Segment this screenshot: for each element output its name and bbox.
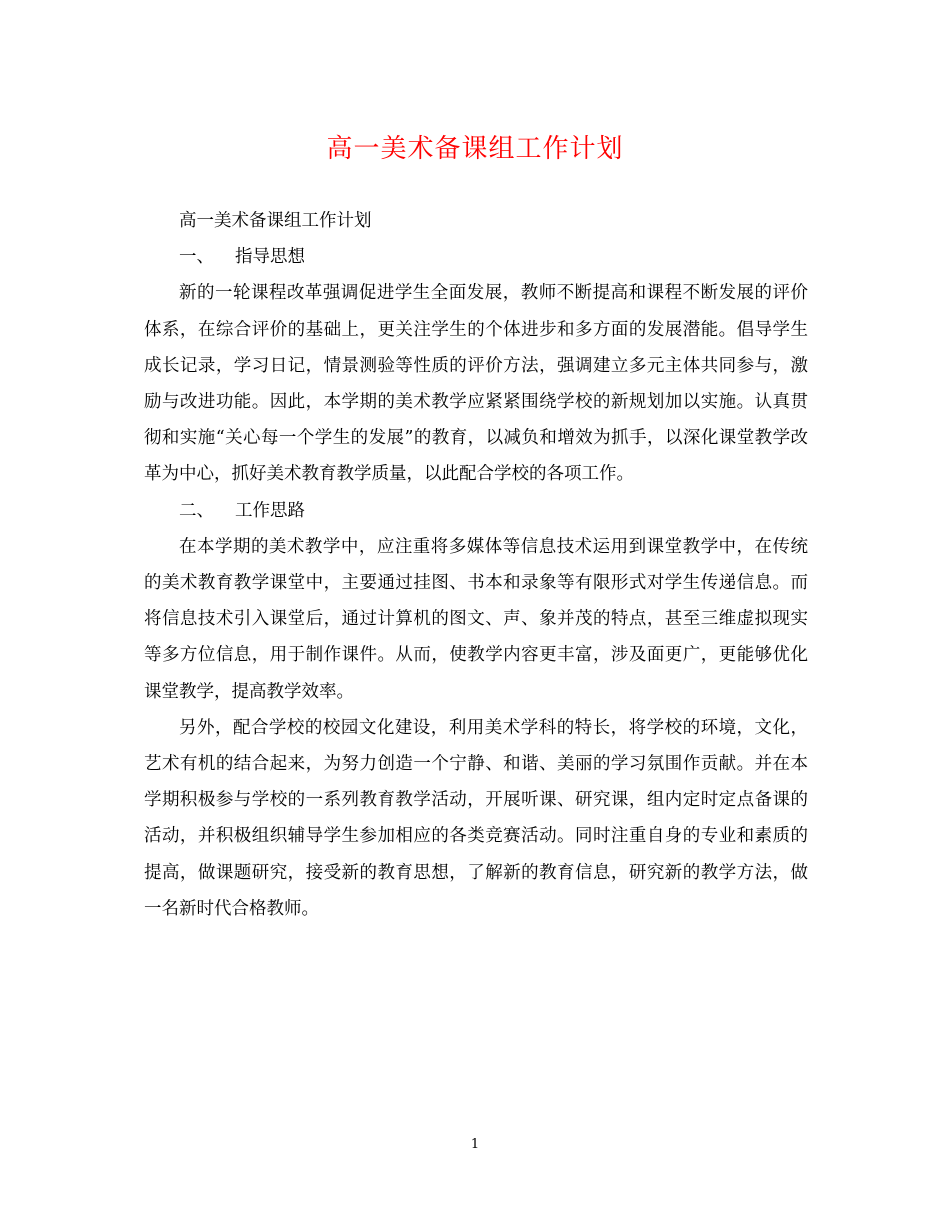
- paragraph: 另外，配合学校的校园文化建设，利用美术学科的特长，将学校的环境，文化，艺术有机的结合起来，为努力创造一个宁静、和谐、美丽的学习氛围作贡献。并在本学期积极参与学校的一系列教育教学活动，开展听课、研究课，组内定时定点备课的活动，并积极组织辅导学生参加相应的各类竞赛活动。同时注重自身的专业和素质的提高，做课题研究，接受新的教育思想，了解新的教育信息，研究新的教学方法，做一名新时代合格教师。: [144, 717, 808, 919]
- paragraph: 在本学期的美术教学中，应注重将多媒体等信息技术运用到课堂教学中，在传统的美术教育教学课堂中，主要通过挂图、书本和录象等有限形式对学生传递信息。而将信息技术引入课堂后，通过计算机的图文、声、象并茂的特点，甚至三维虚拟现实等多方位信息，用于制作课件。从而，使教学内容更丰富，涉及面更广，更能够优化课堂教学，提高教学效率。: [144, 536, 808, 702]
- section-heading-text: 指导思想: [235, 247, 305, 268]
- section-number: 二、: [179, 500, 214, 521]
- document-body: [144, 203, 808, 927]
- paragraph: 新的一轮课程改革强调促进学生全面发展，教师不断提高和课程不断发展的评价体系，在综合评价的基础上，更关注学生的个体进步和多方面的发展潜能。倡导学生成长记录，学习日记，情景测验等性质的评价方法，强调建立多元主体共同参与，激励与改进功能。因此，本学期的美术教学应紧紧围绕学校的新规划加以实施。认真贯彻和实施“关心每一个学生的发展”的教育，以减负和增效为抓手，以深化课堂教学改革为中心，抓好美术教育教学质量，以此配合学校的各项工作。: [144, 283, 808, 485]
- section-number: 一、: [179, 247, 214, 268]
- section-heading-1: [144, 239, 808, 275]
- document-title: 高一美术备课组工作计划: [326, 134, 624, 164]
- subtitle-line: 高一美术备课组工作计划: [179, 211, 372, 231]
- section-heading-2: [144, 493, 808, 529]
- page-number: 1: [470, 1137, 480, 1152]
- section-heading-text: 工作思路: [235, 500, 305, 521]
